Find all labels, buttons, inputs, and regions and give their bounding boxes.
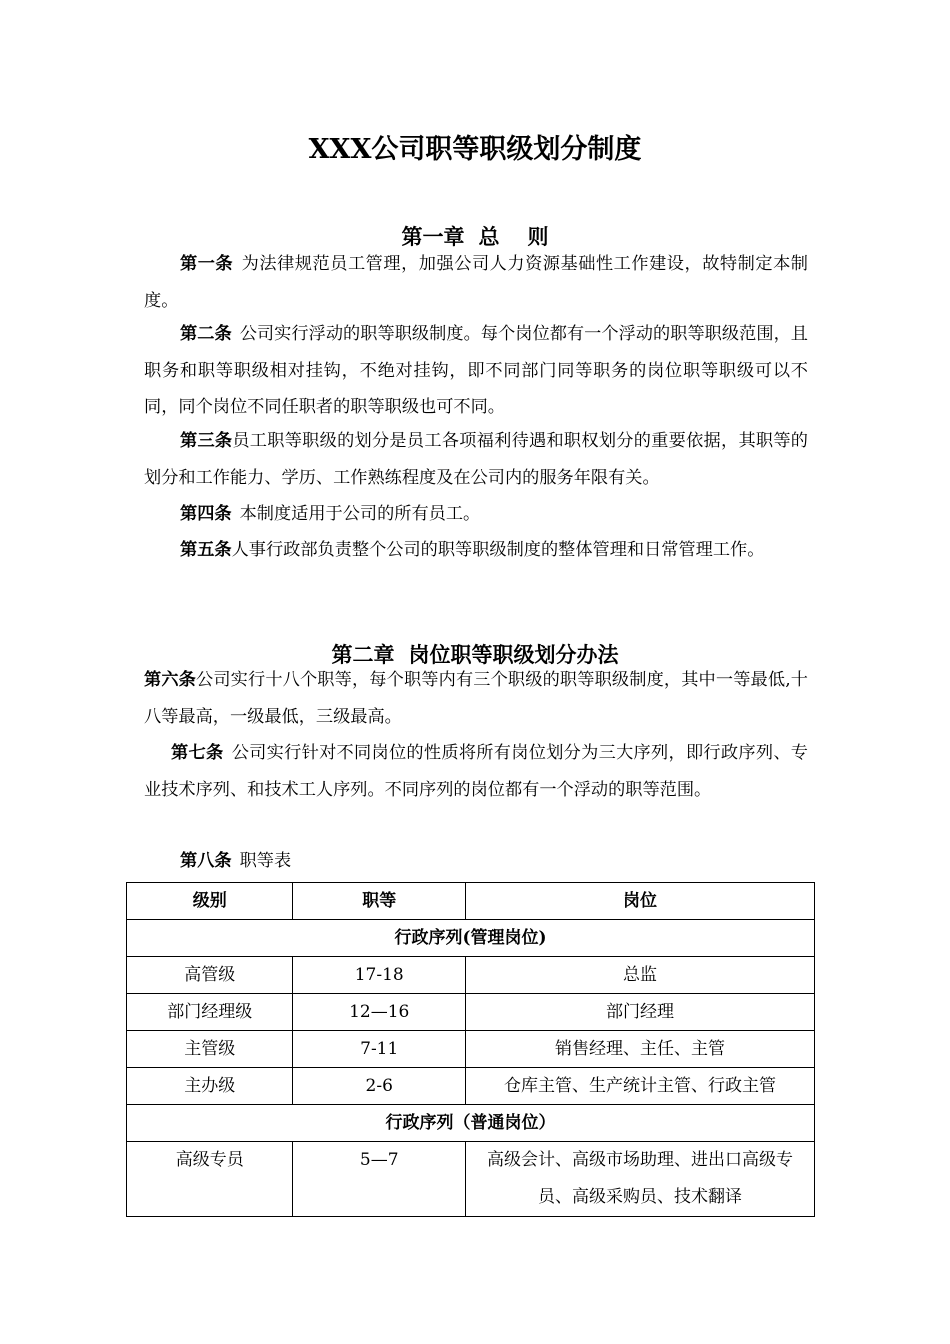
- article-4: 第四条 本制度适用于公司的所有员工。: [180, 504, 481, 524]
- table-row: [127, 1068, 815, 1105]
- table-group-row: [127, 920, 815, 957]
- article-8: 第八条 职等表: [180, 851, 292, 871]
- table-row: [127, 1142, 815, 1217]
- cell-position: 仓库主管、生产统计主管、行政主管: [465, 1068, 814, 1105]
- article-label: 第二条: [180, 324, 232, 344]
- table-row: [127, 994, 815, 1031]
- article-3: 第三条员工职等职级的划分是员工各项福利待遇和职权划分的重要依据，其职等的划分和工作能力、学历、工作熟练程度及在公司内的服务年限有关。: [144, 431, 808, 488]
- table-row: [127, 957, 815, 994]
- cell-grade: 2-6: [293, 1068, 466, 1105]
- cell-level: 主管级: [127, 1031, 293, 1068]
- article-6: 第六条公司实行十八个职等，每个职等内有三个职级的职等职级制度，其中一等最低,十八等最高，一级最低，三级最高。: [144, 670, 808, 727]
- header-grade: 职等: [293, 883, 466, 920]
- cell-position: 高级会计、高级市场助理、进出口高级专员、高级采购员、技术翻译: [465, 1142, 814, 1217]
- group-admin-management: 行政序列(管理岗位): [127, 920, 815, 957]
- header-level: 级别: [127, 883, 293, 920]
- article-label: 第三条: [180, 431, 233, 451]
- article-label: 第八条: [180, 851, 232, 871]
- article-label: 第一条: [180, 254, 234, 274]
- cell-grade: 5—7: [293, 1142, 466, 1217]
- article-2: 第二条 公司实行浮动的职等职级制度。每个岗位都有一个浮动的职等职级范围，且职务和职等职级相对挂钩，不绝对挂钩，即不同部门同等职务的岗位职等职级可以不同，同个岗位不同任职者的职等职级也可不同。: [144, 324, 808, 417]
- article-label: 第七条: [171, 743, 224, 763]
- rank-table: [126, 882, 815, 1217]
- cell-position: 部门经理: [465, 994, 814, 1031]
- cell-level: 主办级: [127, 1068, 293, 1105]
- article-1: 第一条 为法律规范员工管理，加强公司人力资源基础性工作建设，故特制定本制度。: [144, 254, 808, 311]
- article-5: 第五条人事行政部负责整个公司的职等职级制度的整体管理和日常管理工作。: [180, 540, 765, 560]
- chapter-2-heading: 第二章 岗位职等职级划分办法: [331, 642, 619, 667]
- cell-level: 高级专员: [127, 1142, 293, 1217]
- article-7: 第七条 公司实行针对不同岗位的性质将所有岗位划分为三大序列，即行政序列、专业技术序列、和技术工人序列。不同序列的岗位都有一个浮动的职等范围。: [144, 743, 808, 800]
- cell-level: 部门经理级: [127, 994, 293, 1031]
- table-group-row: [127, 1105, 815, 1142]
- cell-grade: 7-11: [293, 1031, 466, 1068]
- cell-position: 销售经理、主任、主管: [465, 1031, 814, 1068]
- article-label: 第六条: [144, 670, 196, 690]
- table-header-row: [127, 883, 815, 920]
- page-title: XXX公司职等职级划分制度: [308, 134, 642, 165]
- header-position: 岗位: [465, 883, 814, 920]
- chapter-1-heading: 第一章 总 则: [401, 224, 549, 249]
- cell-level: 高管级: [127, 957, 293, 994]
- table-row: [127, 1031, 815, 1068]
- group-admin-general: 行政序列（普通岗位）: [127, 1105, 815, 1142]
- article-label: 第四条: [180, 504, 232, 524]
- cell-grade: 17-18: [293, 957, 466, 994]
- cell-position: 总监: [465, 957, 814, 994]
- cell-grade: 12—16: [293, 994, 466, 1031]
- article-label: 第五条: [180, 540, 232, 560]
